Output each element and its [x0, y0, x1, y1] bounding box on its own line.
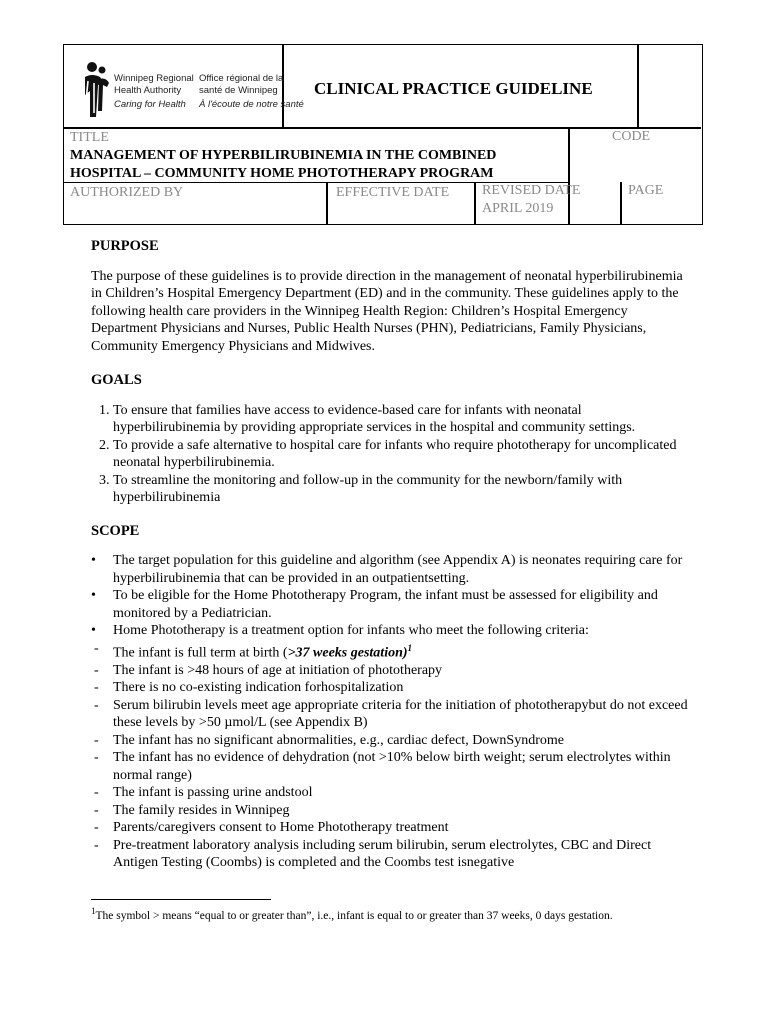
purpose-heading: PURPOSE — [91, 238, 159, 254]
guideline-body — [91, 238, 691, 872]
criteria-item: - The infant is passing urine andstool — [94, 785, 313, 801]
criteria-item: - Parents/caregivers consent to Home Phototherapy treatment — [94, 820, 449, 836]
title-label: TITLE — [70, 130, 109, 145]
goal-item: 2. To provide a safe alternative to hospital care for infants who require phototherapy for uncomplicated neonatal hyperbilirubinemia. — [113, 437, 691, 472]
scope-heading: SCOPE — [91, 522, 140, 539]
goals-heading: GOALS — [91, 372, 142, 388]
effective-date-label: EFFECTIVE DATE — [336, 185, 450, 200]
criteria-item: - The infant has no significant abnormalities, e.g., cardiac defect, DownSyndrome — [94, 732, 564, 748]
criteria-list — [91, 640, 691, 872]
criteria-item: - Serum bilirubin levels meet age appropriate criteria for the initiation of phototherapybut do not exceed these levels by >50 µmol/L (see Appendix B) — [94, 697, 688, 731]
authorized-by-label: AUTHORIZED BY — [70, 185, 184, 200]
guideline-header-table — [63, 44, 703, 225]
header-divider — [637, 45, 639, 127]
criteria-item: - The infant has no evidence of dehydration (not >10% below birth weight; serum electrolytes within normal range) — [94, 750, 671, 783]
revised-date-label: REVISED DATE — [482, 183, 581, 198]
criteria-item: - The infant is >48 hours of age at initiation of phototherapy — [94, 662, 443, 678]
footnote: $^1$The symbol > means “equal to or greater than”, i.e., infant is equal to or greater than 37 weeks, 0 days gestation. — [91, 906, 613, 922]
logo-french-text: Office régional de la santé de Winnipeg À l'écoute de notre santé — [199, 73, 304, 110]
scope-item: • The target population for this guideline and algorithm (see Appendix A) is neonates requiring care for hyperbilirubinemia that can be provided in an outpatientsetting. — [91, 553, 683, 586]
goal-item: 3. To streamline the monitoring and follow-up in the community for the newborn/family with hyperbilirubinemia — [113, 472, 691, 507]
bullet-icon: • — [91, 553, 96, 568]
header-divider — [620, 182, 622, 224]
header-divider — [326, 182, 328, 224]
criteria-item: - The family resides in Winnipeg — [94, 802, 290, 818]
bullet-icon: • — [91, 623, 96, 638]
header-divider — [474, 182, 476, 224]
bullet-icon: • — [91, 588, 96, 603]
page-label: PAGE — [628, 183, 664, 198]
guideline-title: MANAGEMENT OF HYPERBILIRUBINEMIA IN THE COMBINED HOSPITAL – COMMUNITY HOME PHOTOTHERAPY PROGRAM — [70, 148, 497, 181]
criteria-item: - Pre-treatment laboratory analysis including serum bilirubin, serum electrolytes, CBC and Direct Antigen Testing (Coombs) is completed and the Coombs test isnegative — [94, 837, 652, 871]
criteria-item: - The infant is full term at birth (>37 weeks gestation)$^1$ — [94, 640, 413, 661]
scope-item: • To be eligible for the Home Phototherapy Program, the infant must be assessed for eligibility and monitored by a Pediatrician. — [91, 588, 658, 621]
scope-item: • Home Phototherapy is a treatment option for infants who meet the following criteria: - The infant is full term at birth (>37 weeks gestation)$^1$ - The infant is >48 hours of age at initiation of phototherapy - There is no co-existing indication forhospitalization - Serum bilirubin levels meet age appropriate criteria for the initiation of phototherapybut do not exceed these levels by >50 µmol/L (see Appendix B) - The infant has no significant abnormalities, e.g., cardiac defect, DownSyndrome - The infant has no evidence of dehydration (not >10% below birth weight; serum electrolytes within normal range) - The infant is passing urine andstool - The family resides in Winnipeg - Parents/caregivers consent to Home Phototherapy treatment - Pre-treatment laboratory analysis including serum bilirubin, serum electrolytes, CBC and Direct Antigen Testing (Coombs) is completed and the Coombs test isnegative — [91, 622, 691, 872]
purpose-text: The purpose of these guidelines is to provide direction in the management of neonatal hyperbilirubinemia in Children’s Hospital Emergency Department (ED) and in the community. These guidelines apply to the following health care providers in the Winnipeg Health Region: Children’s Hospital Emergency Department Physicians and Nurses, Public Health Nurses (PHN), Pediatricians, Family Physicians, Community Emergency Physicians and Midwives. — [91, 268, 683, 354]
goals-list — [91, 402, 691, 507]
wrha-logo — [82, 59, 342, 131]
code-label: CODE — [612, 129, 651, 144]
logo-english-text: Winnipeg Regional Health Authority Caring for Health — [114, 73, 194, 110]
wrha-figure-icon — [82, 61, 112, 121]
criteria-item: - There is no co-existing indication forhospitalization — [94, 680, 404, 696]
document-type-title: CLINICAL PRACTICE GUIDELINE — [314, 79, 593, 98]
goal-item: 1. To ensure that families have access to evidence-based care for infants with neonatal hyperbilirubinemia by providing appropriate services in the hospital and community settings. — [113, 402, 691, 437]
footnote-rule — [91, 899, 271, 900]
header-divider — [568, 127, 570, 224]
scope-list — [91, 552, 691, 872]
revised-date-value: APRIL 2019 — [482, 201, 554, 216]
